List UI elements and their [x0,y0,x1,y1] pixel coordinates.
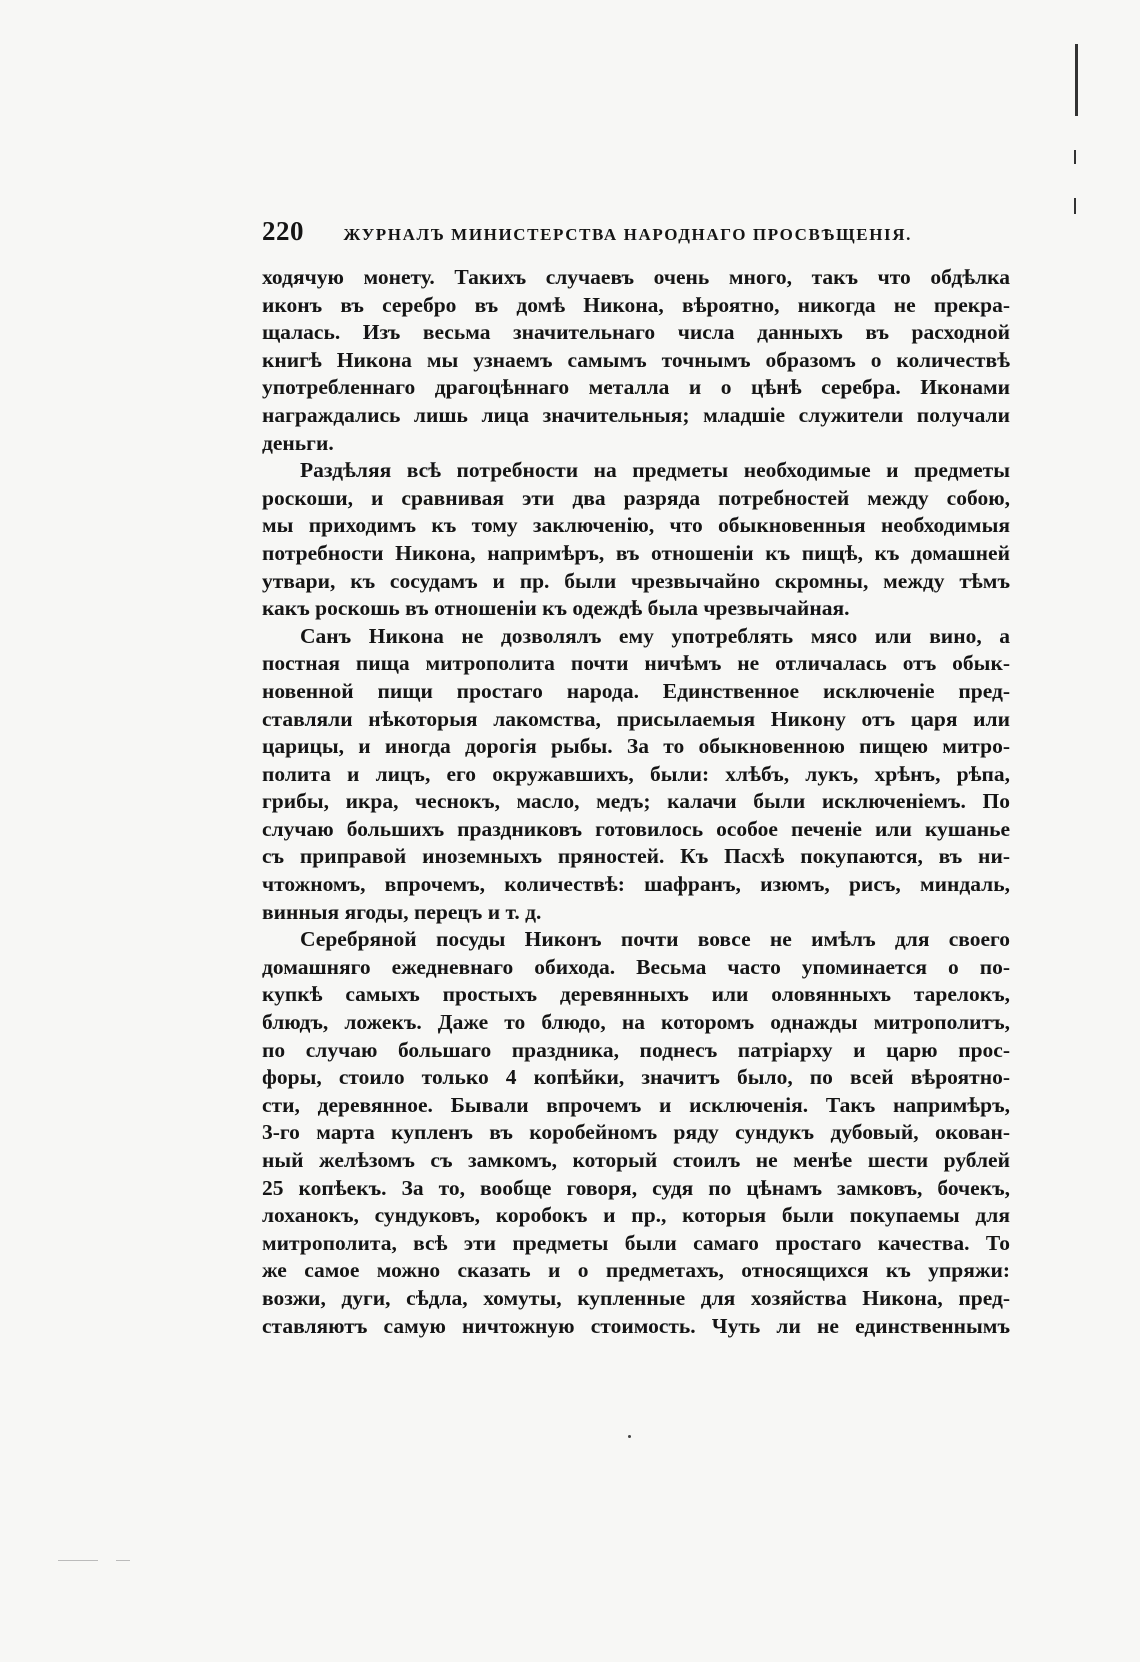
text-line: лоханокъ, сундуковъ, коробокъ и пр., которыя были покупаемы для [262,1203,1010,1228]
text-line: Санъ Никона не дозволялъ ему употреблять мясо или вино, а [300,623,1010,648]
scan-artifact-line-2 [116,1560,130,1561]
paragraph-2 [262,457,1010,623]
text-line: постная пища митрополита почти ничѣмъ не отличалась отъ обык- [262,651,1010,676]
text-line: употребленнаго драгоцѣннаго металла и о цѣнѣ серебра. Иконами [262,375,1010,400]
body-text [262,264,1010,1340]
text-line: форы, стоило только 4 копѣйки, значитъ было, по всей вѣроятно- [262,1065,1010,1090]
text-line: новенной пищи простаго народа. Единственное исключеніе пред- [262,678,1010,703]
text-line: по случаю большаго праздника, поднесъ патріарху и царю прос- [262,1037,1010,1062]
text-line: утвари, къ сосудамъ и пр. были чрезвычайно скромны, между тѣмъ [262,568,1010,593]
text-line: возжи, дуги, сѣдла, хомуты, купленные для хозяйства Никона, пред- [262,1285,1010,1310]
text-line: полита и лицъ, его окружавшихъ, были: хлѣбъ, лукъ, хрѣнъ, рѣпа, [262,761,1010,786]
text-line: 3-го марта купленъ въ коробейномъ ряду сундукъ дубовый, окован- [262,1120,1010,1145]
page-number: 220 [262,216,304,246]
text-line: царицы, и иногда дорогія рыбы. За то обыкновенною пищею митро- [262,734,1010,759]
ink-speck [628,1435,631,1438]
text-line: ходячую монету. Такихъ случаевъ очень много, такъ что обдѣлка [262,265,1010,289]
text-line: Серебряной посуды Никонъ почти вовсе не имѣлъ для своего [300,927,1010,952]
text-line: щалась. Изъ весьма значительнаго числа данныхъ въ расходной [262,320,1010,345]
binding-edge-mark-small [1074,150,1076,164]
text-line: митрополита, всѣ эти предметы были самаго простаго качества. То [262,1230,1010,1255]
running-title: ЖУРНАЛЪ МИНИСТЕРСТВА НАРОДНАГО ПРОСВѢЩЕНІЯ. [343,225,912,244]
text-line: какъ роскошь въ отношеніи къ одеждѣ была чрезвычайная. [262,596,850,621]
text-line: съ приправой иноземныхъ пряностей. Къ Пасхѣ покупаются, въ ни- [262,844,1010,869]
paragraph-1 [262,264,1010,457]
text-line: роскоши, и сравнивая эти два разряда потребностей между собою, [262,485,1010,510]
page-header [262,216,912,252]
binding-edge-mark-small-2 [1074,198,1076,214]
text-line: ный желѣзомъ съ замкомъ, который стоилъ не менѣе шести рублей [262,1148,1010,1172]
text-line: ставляютъ самую ничтожную стоимость. Чуть ли не единственнымъ [262,1313,1010,1338]
text-line: ставляли нѣкоторыя лакомства, присылаемыя Никону отъ царя или [262,706,1010,731]
text-line: грибы, икра, чеснокъ, масло, медъ; калачи были исключеніемъ. По [262,789,1010,814]
scan-artifact-line [58,1560,98,1561]
text-line: винныя ягоды, перецъ и т. д. [262,899,542,924]
text-line: книгѣ Никона мы узнаемъ самымъ точнымъ образомъ о количествѣ [262,347,1010,372]
paragraph-3 [262,623,1010,927]
text-line: иконъ въ серебро въ домѣ Никона, вѣроятно, никогда не прекра- [262,292,1010,317]
text-line: домашняго ежедневнаго обихода. Весьма часто упоминается о по- [262,954,1010,979]
text-line: награждались лишь лица значительныя; младшіе служители получали [262,402,1010,427]
paragraph-4 [262,926,1010,1340]
text-line: потребности Никона, напримѣръ, въ отношеніи къ пищѣ, къ домашней [262,540,1010,565]
text-line: случаю большихъ праздниковъ готовилось особое печеніе или кушанье [262,816,1010,841]
text-line: деньги. [262,430,334,455]
text-line: сти, деревянное. Бывали впрочемъ и исключенія. Такъ напримѣръ, [262,1092,1010,1117]
text-line: мы приходимъ къ тому заключенію, что обыкновенныя необходимыя [262,513,1010,538]
text-line: чтожномъ, впрочемъ, количествѣ: шафранъ, изюмъ, рисъ, миндаль, [262,872,1010,897]
text-line: 25 копѣекъ. За то, вообще говоря, судя по цѣнамъ замковъ, бочекъ, [262,1175,1010,1200]
text-line: блюдъ, ложекъ. Даже то блюдо, на которомъ однажды митрополитъ, [262,1010,1010,1035]
text-line: же самое можно сказать и о предметахъ, относящихся къ упряжи: [262,1258,1010,1283]
text-line: купкѣ самыхъ простыхъ деревянныхъ или оловянныхъ тарелокъ, [262,982,1010,1007]
binding-edge-mark [1075,44,1078,116]
text-line: Раздѣляя всѣ потребности на предметы необходимые и предметы [300,458,1010,483]
